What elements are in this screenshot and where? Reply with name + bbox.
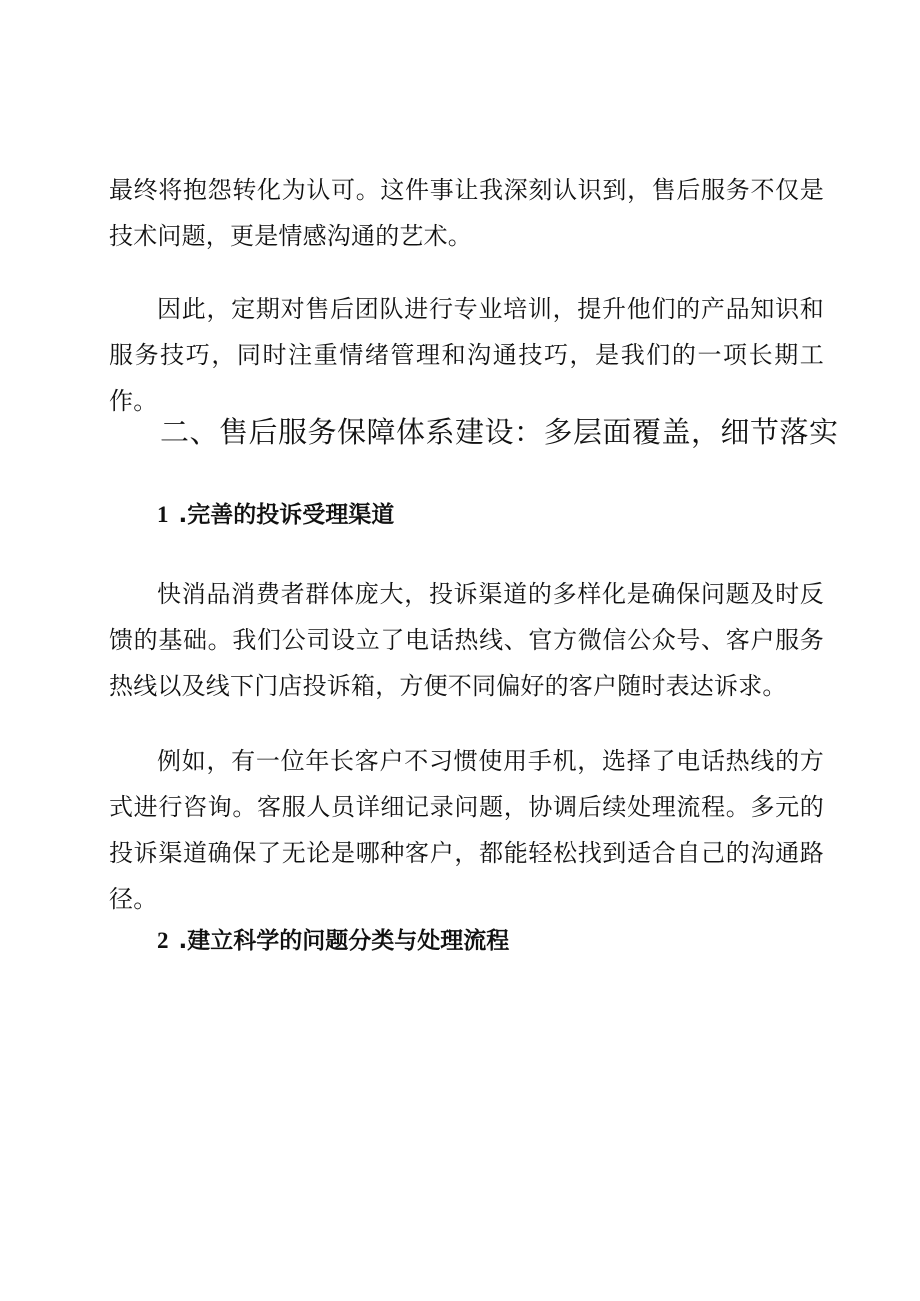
subsection-heading-2 <box>157 924 509 958</box>
paragraph-complaint-channels: 快消品消费者群体庞大，投诉渠道的多样化是确保问题及时反馈的基础。我们公司设立了电话热线、官方微信公众号、客户服务热线以及线下门店投诉箱，方便不同偏好的客户随时表达诉求。 <box>109 580 824 700</box>
section-heading: 二、售后服务保障体系建设：多层面覆盖，细节落实 <box>160 415 839 449</box>
paragraph-conclusion: 最终将抱怨转化为认可。这件事让我深刻认识到，售后服务不仅是技术问题，更是情感沟通的艺术。 <box>109 176 824 250</box>
subsection-number-1: 1 <box>157 502 169 527</box>
paragraph-training: 因此，定期对售后团队进行专业培训，提升他们的产品知识和服务技巧，同时注重情绪管理和沟通技巧，是我们的一项长期工作。 <box>109 295 824 415</box>
subsection-number-2: 2 <box>157 928 169 953</box>
subsection-title-1: .完善的投诉受理渠道 <box>178 502 395 528</box>
subsection-title-2: .建立科学的问题分类与处理流程 <box>178 928 510 954</box>
paragraph-example: 例如，有一位年长客户不习惯使用手机，选择了电话热线的方式进行咨询。客服人员详细记录问题，协调后续处理流程。多元的投诉渠道确保了无论是哪种客户，都能轻松找到适合自己的沟通路径。 <box>109 747 824 913</box>
subsection-heading-1 <box>157 498 394 532</box>
